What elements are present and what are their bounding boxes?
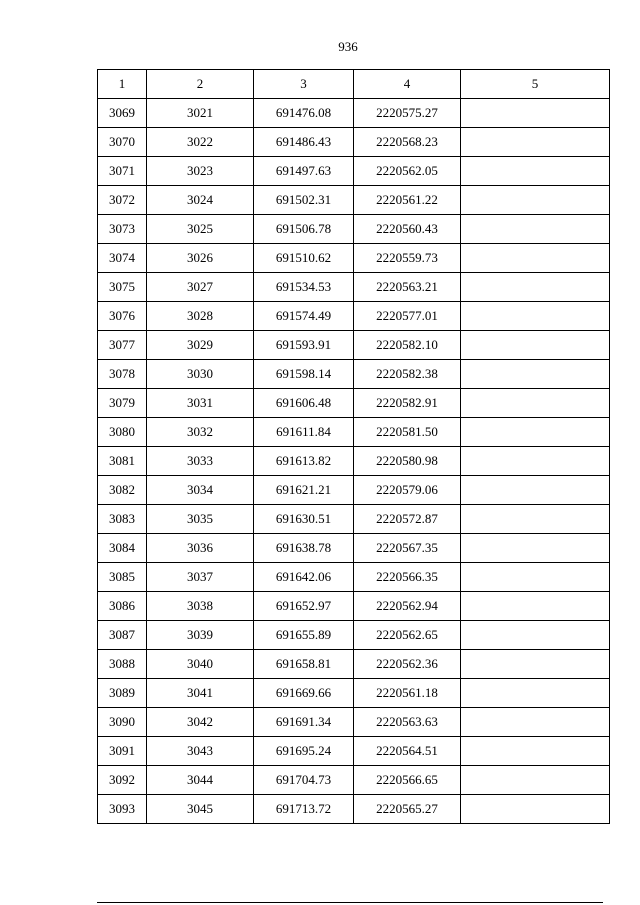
table-cell-col-4: 2220567.35 xyxy=(354,534,461,563)
table-cell-col-3: 691695.24 xyxy=(254,737,354,766)
table-cell-col-4: 2220563.21 xyxy=(354,273,461,302)
table-cell-col-1: 3078 xyxy=(98,360,147,389)
table-cell-col-4: 2220560.43 xyxy=(354,215,461,244)
table-cell-col-5 xyxy=(461,215,610,244)
table-cell-col-5 xyxy=(461,331,610,360)
table-cell-col-3: 691593.91 xyxy=(254,331,354,360)
table-cell-col-2: 3038 xyxy=(147,592,254,621)
table-cell-col-2: 3021 xyxy=(147,99,254,128)
table-cell-col-1: 3081 xyxy=(98,447,147,476)
table-cell-col-2: 3040 xyxy=(147,650,254,679)
table-cell-col-4: 2220561.22 xyxy=(354,186,461,215)
table-cell-col-1: 3085 xyxy=(98,563,147,592)
table-cell-col-4: 2220562.36 xyxy=(354,650,461,679)
table-cell-col-1: 3071 xyxy=(98,157,147,186)
header-row xyxy=(98,70,610,99)
table-cell-col-5 xyxy=(461,592,610,621)
table-cell-col-1: 3087 xyxy=(98,621,147,650)
table-cell-col-2: 3027 xyxy=(147,273,254,302)
table-cell-col-5 xyxy=(461,737,610,766)
table-cell-col-3: 691486.43 xyxy=(254,128,354,157)
table-cell-col-3: 691713.72 xyxy=(254,795,354,824)
table-cell-col-1: 3076 xyxy=(98,302,147,331)
column-header-2: 2 xyxy=(147,70,254,99)
table-cell-col-5 xyxy=(461,650,610,679)
table-cell-col-5 xyxy=(461,128,610,157)
table-cell-col-2: 3031 xyxy=(147,389,254,418)
table-row xyxy=(98,186,610,215)
table-cell-col-3: 691621.21 xyxy=(254,476,354,505)
table-cell-col-5 xyxy=(461,563,610,592)
table-cell-col-4: 2220581.50 xyxy=(354,418,461,447)
table-cell-col-2: 3041 xyxy=(147,679,254,708)
table-cell-col-2: 3025 xyxy=(147,215,254,244)
page-number: 936 xyxy=(338,39,358,54)
table-cell-col-1: 3091 xyxy=(98,737,147,766)
table-row xyxy=(98,505,610,534)
table-cell-col-5 xyxy=(461,360,610,389)
footer-rule xyxy=(97,902,603,903)
table-cell-col-3: 691642.06 xyxy=(254,563,354,592)
table-cell-col-3: 691476.08 xyxy=(254,99,354,128)
table-cell-col-3: 691655.89 xyxy=(254,621,354,650)
table-cell-col-1: 3090 xyxy=(98,708,147,737)
table-cell-col-3: 691658.81 xyxy=(254,650,354,679)
table-cell-col-1: 3092 xyxy=(98,766,147,795)
table-row xyxy=(98,244,610,273)
table-cell-col-1: 3077 xyxy=(98,331,147,360)
coordinates-table xyxy=(97,69,610,824)
table-cell-col-2: 3022 xyxy=(147,128,254,157)
table-row xyxy=(98,679,610,708)
table-cell-col-5 xyxy=(461,795,610,824)
table-cell-col-2: 3028 xyxy=(147,302,254,331)
table-cell-col-1: 3088 xyxy=(98,650,147,679)
table-cell-col-5 xyxy=(461,157,610,186)
table-cell-col-2: 3037 xyxy=(147,563,254,592)
table-cell-col-2: 3045 xyxy=(147,795,254,824)
table-cell-col-2: 3032 xyxy=(147,418,254,447)
table-row xyxy=(98,592,610,621)
table-row xyxy=(98,389,610,418)
table-cell-col-2: 3035 xyxy=(147,505,254,534)
table-row xyxy=(98,795,610,824)
table-cell-col-5 xyxy=(461,389,610,418)
table-cell-col-4: 2220575.27 xyxy=(354,99,461,128)
table-cell-col-1: 3072 xyxy=(98,186,147,215)
column-header-5: 5 xyxy=(461,70,610,99)
table-header xyxy=(98,70,610,99)
table-cell-col-4: 2220559.73 xyxy=(354,244,461,273)
table-cell-col-5 xyxy=(461,447,610,476)
table-row xyxy=(98,128,610,157)
table-cell-col-2: 3042 xyxy=(147,708,254,737)
table-cell-col-1: 3074 xyxy=(98,244,147,273)
table-row xyxy=(98,418,610,447)
table-cell-col-1: 3093 xyxy=(98,795,147,824)
table-cell-col-1: 3069 xyxy=(98,99,147,128)
table-cell-col-4: 2220582.38 xyxy=(354,360,461,389)
table-cell-col-3: 691510.62 xyxy=(254,244,354,273)
table-row xyxy=(98,737,610,766)
table-cell-col-5 xyxy=(461,476,610,505)
table-row xyxy=(98,563,610,592)
table-cell-col-5 xyxy=(461,302,610,331)
table-cell-col-5 xyxy=(461,534,610,563)
table-cell-col-2: 3026 xyxy=(147,244,254,273)
table-cell-col-4: 2220566.35 xyxy=(354,563,461,592)
table-cell-col-5 xyxy=(461,244,610,273)
table-cell-col-5 xyxy=(461,273,610,302)
table-cell-col-3: 691598.14 xyxy=(254,360,354,389)
table-cell-col-5 xyxy=(461,418,610,447)
table-row xyxy=(98,360,610,389)
table-cell-col-4: 2220582.91 xyxy=(354,389,461,418)
table-cell-col-3: 691704.73 xyxy=(254,766,354,795)
table-row xyxy=(98,99,610,128)
table-row xyxy=(98,621,610,650)
table-row xyxy=(98,650,610,679)
table-cell-col-3: 691534.53 xyxy=(254,273,354,302)
table-cell-col-2: 3044 xyxy=(147,766,254,795)
table-row xyxy=(98,708,610,737)
table-cell-col-3: 691506.78 xyxy=(254,215,354,244)
column-header-4: 4 xyxy=(354,70,461,99)
table-cell-col-2: 3024 xyxy=(147,186,254,215)
table-cell-col-3: 691669.66 xyxy=(254,679,354,708)
column-header-1: 1 xyxy=(98,70,147,99)
table-cell-col-1: 3089 xyxy=(98,679,147,708)
table-body xyxy=(98,99,610,824)
table-cell-col-5 xyxy=(461,766,610,795)
table-cell-col-3: 691574.49 xyxy=(254,302,354,331)
table-cell-col-1: 3073 xyxy=(98,215,147,244)
table-row xyxy=(98,215,610,244)
table-cell-col-4: 2220582.10 xyxy=(354,331,461,360)
table-row xyxy=(98,273,610,302)
table-cell-col-1: 3080 xyxy=(98,418,147,447)
table-cell-col-2: 3029 xyxy=(147,331,254,360)
table-cell-col-4: 2220562.65 xyxy=(354,621,461,650)
table-cell-col-3: 691613.82 xyxy=(254,447,354,476)
table-cell-col-3: 691606.48 xyxy=(254,389,354,418)
table-cell-col-1: 3083 xyxy=(98,505,147,534)
table-cell-col-2: 3034 xyxy=(147,476,254,505)
table-cell-col-4: 2220577.01 xyxy=(354,302,461,331)
table-cell-col-3: 691652.97 xyxy=(254,592,354,621)
table-cell-col-4: 2220561.18 xyxy=(354,679,461,708)
table-cell-col-5 xyxy=(461,621,610,650)
table-cell-col-5 xyxy=(461,679,610,708)
table-cell-col-4: 2220580.98 xyxy=(354,447,461,476)
table-row xyxy=(98,476,610,505)
table-cell-col-4: 2220568.23 xyxy=(354,128,461,157)
table-cell-col-3: 691691.34 xyxy=(254,708,354,737)
table-cell-col-1: 3082 xyxy=(98,476,147,505)
table-cell-col-5 xyxy=(461,99,610,128)
table-row xyxy=(98,157,610,186)
table-row xyxy=(98,534,610,563)
table-cell-col-1: 3075 xyxy=(98,273,147,302)
table-cell-col-4: 2220563.63 xyxy=(354,708,461,737)
table-row xyxy=(98,766,610,795)
table-cell-col-3: 691611.84 xyxy=(254,418,354,447)
table-cell-col-3: 691638.78 xyxy=(254,534,354,563)
table-cell-col-3: 691630.51 xyxy=(254,505,354,534)
table-cell-col-2: 3023 xyxy=(147,157,254,186)
table-cell-col-2: 3033 xyxy=(147,447,254,476)
table-cell-col-4: 2220579.06 xyxy=(354,476,461,505)
table-cell-col-2: 3043 xyxy=(147,737,254,766)
table-cell-col-1: 3086 xyxy=(98,592,147,621)
table-cell-col-4: 2220572.87 xyxy=(354,505,461,534)
table-cell-col-4: 2220562.05 xyxy=(354,157,461,186)
table-cell-col-3: 691497.63 xyxy=(254,157,354,186)
table-cell-col-3: 691502.31 xyxy=(254,186,354,215)
table-cell-col-1: 3084 xyxy=(98,534,147,563)
table-row xyxy=(98,331,610,360)
table-cell-col-5 xyxy=(461,505,610,534)
table-cell-col-1: 3070 xyxy=(98,128,147,157)
table-cell-col-1: 3079 xyxy=(98,389,147,418)
table-cell-col-4: 2220564.51 xyxy=(354,737,461,766)
table-row xyxy=(98,302,610,331)
table-cell-col-5 xyxy=(461,708,610,737)
table-cell-col-5 xyxy=(461,186,610,215)
table-cell-col-2: 3039 xyxy=(147,621,254,650)
table-cell-col-2: 3036 xyxy=(147,534,254,563)
table-row xyxy=(98,447,610,476)
table-cell-col-4: 2220565.27 xyxy=(354,795,461,824)
table-cell-col-4: 2220566.65 xyxy=(354,766,461,795)
table-cell-col-2: 3030 xyxy=(147,360,254,389)
table-cell-col-4: 2220562.94 xyxy=(354,592,461,621)
column-header-3: 3 xyxy=(254,70,354,99)
